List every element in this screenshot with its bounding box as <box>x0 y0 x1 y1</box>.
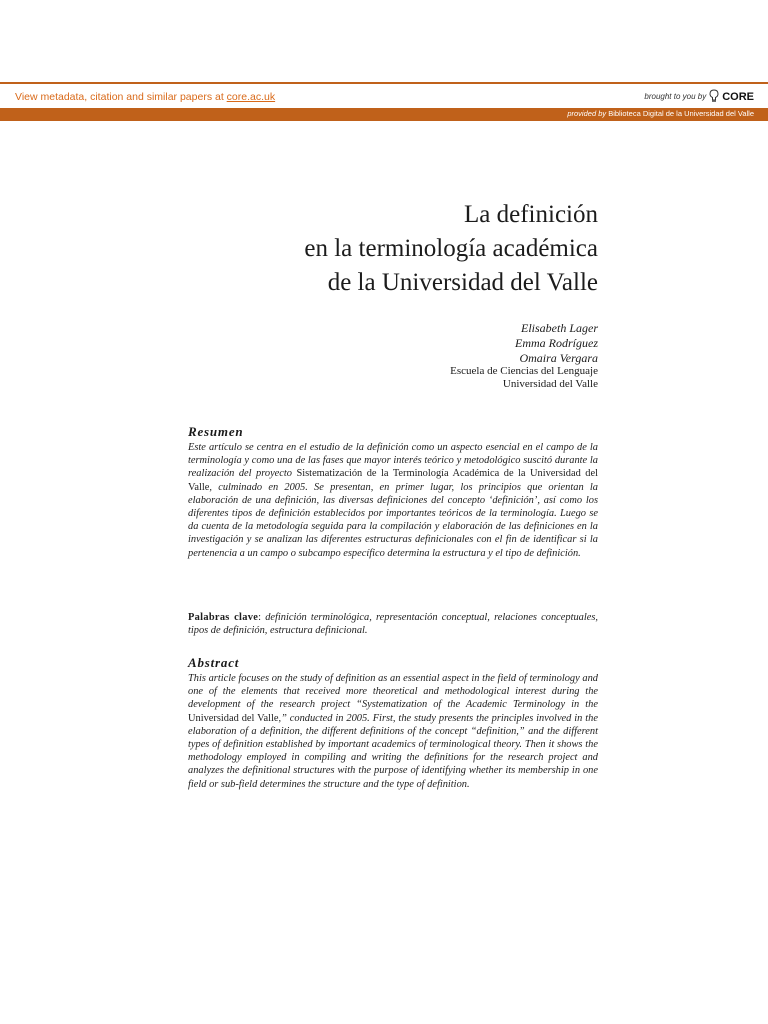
abstract-section <box>188 655 598 791</box>
author-1: Elisabeth Lager <box>521 321 598 335</box>
core-link-text: View metadata, citation and similar papers at <box>15 91 227 103</box>
abstract-text-part-2: ,” conducted in 2005. First, the study presents the principles involved in the elaboration of a definition, the different definitions of the concept “definition,” and the different types of definition established by important academics of terminological theory. Then it shows the methodology employed in compiling and writing the definitions for the research project and analyzes the definitional structures with the purpose of identifying whether its membership in one field or sub-field determines the structure and the type of definition. <box>188 712 598 790</box>
abstract-university-name: Universidad del Valle <box>188 712 279 724</box>
core-logo-text: CORE <box>722 90 754 103</box>
resumen-heading: Resumen <box>188 424 244 439</box>
affiliation-university: Universidad del Valle <box>502 378 598 390</box>
core-attribution[interactable] <box>644 89 754 104</box>
core-metadata-link[interactable] <box>15 91 275 103</box>
author-2: Emma Rodríguez <box>515 336 598 350</box>
core-logo-icon <box>709 89 719 104</box>
core-link-url[interactable]: core.ac.uk <box>226 91 276 103</box>
resumen-text-part-1: Este artículo se centra en el estudio de la definición como un aspecto esencial en el campo de la terminología y como una de las fases que mayor interés teórico y metodológico suscitó durante la realización del proyecto <box>188 442 598 480</box>
title-line-3: de la Universidad del Valle <box>327 269 598 296</box>
core-banner <box>0 82 768 108</box>
abstract-heading: Abstract <box>188 655 240 670</box>
provided-by-text[interactable] <box>567 109 754 118</box>
abstract-text-part-1: This article focuses on the study of definition as an essential aspect in the field of terminology and one of the elements that received more theoretical and methodological interest during the development of the research project “Systematization of the Academic Terminology in the <box>188 673 598 711</box>
provided-by-bar <box>0 108 768 121</box>
resumen-section <box>188 424 598 560</box>
keywords-list: definición terminológica, representación conceptual, relaciones conceptuales, tipos de definición, estructura definicional. <box>188 612 598 637</box>
author-3: Omaira Vergara <box>519 351 598 365</box>
keywords-separator: : <box>258 612 266 623</box>
title-line-1: La definición <box>464 201 598 228</box>
keywords-text <box>188 611 598 637</box>
provided-source: Biblioteca Digital de la Universidad del Valle <box>608 109 754 118</box>
resumen-text-part-2: , culminado en 2005. Se presentan, en primer lugar, los principios que orientan la elaboración de una definición, las diversas definiciones del concepto ‘definición’, así como los diferentes tipos de definición establecidos por importantes teóricos de la terminología. Luego se da cuenta de la metodología seguida para la compilación y elaboración de las definiciones en la investigación y se analizan las diferentes estructuras definicionales con el fin de identificar si la pertenencia a un campo o subcampo específico determina la estructura y el tipo de definición. <box>188 481 598 559</box>
title-line-2: en la terminología académica <box>304 235 598 262</box>
author-list <box>515 321 598 366</box>
provided-prefix: provided by <box>567 109 607 118</box>
keywords-section <box>188 611 598 637</box>
brought-by-text: brought to you by <box>644 92 707 101</box>
article-title <box>304 198 598 300</box>
affiliation <box>450 365 598 391</box>
affiliation-school: Escuela de Ciencias del Lenguaje <box>450 365 598 377</box>
abstract-text <box>188 672 598 791</box>
keywords-label: Palabras clave <box>188 612 259 623</box>
resumen-project-name: Sistematización de la Terminología Académica de la Universidad del Valle <box>188 468 598 493</box>
resumen-text <box>188 441 598 560</box>
